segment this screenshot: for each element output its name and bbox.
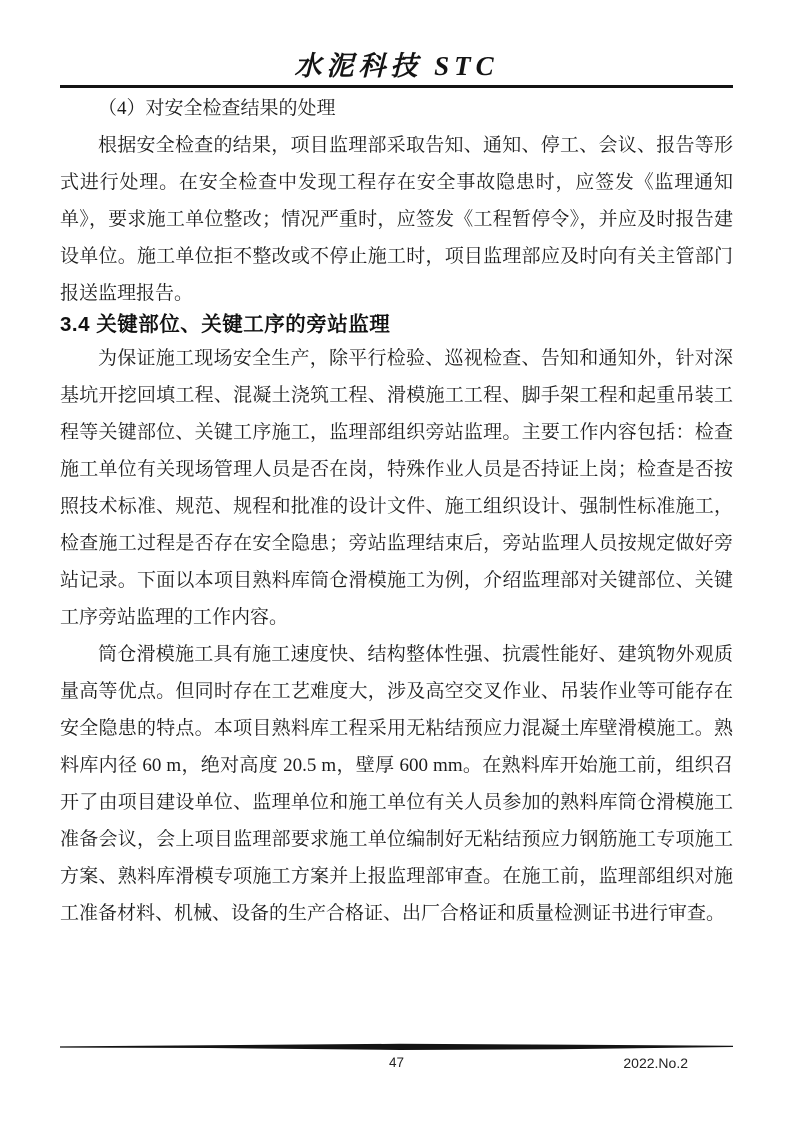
paragraph: 筒仓滑模施工具有施工速度快、结构整体性强、抗震性能好、建筑物外观质量高等优点。但同时存在工艺难度大，涉及高空交叉作业、吊装作业等可能存在安全隐患的特点。本项目熟料库工程采用无粘结预应力混凝土库壁滑模施工。熟料库内径 60 m，绝对高度 20.5 m，壁厚 600 mm。在熟料库开始施工前，组织召开了由项目建设单位、监理单位和施工单位有关人员参加的熟料库筒仓滑模施工准备会议，会上项目监理部要求施工单位编制好无粘结预应力钢筋施工专项施工方案、熟料库滑模专项施工方案并上报监理部审查。在施工前，监理部组织对施工准备材料、机械、设备的生产合格证、出厂合格证和质量检测证书进行审查。 xyxy=(60,644,733,924)
journal-title: 水泥科技 STC xyxy=(294,51,499,81)
page-number: 47 xyxy=(388,1055,405,1070)
issue-number: 2022.No.2 xyxy=(623,1055,688,1071)
article-body xyxy=(60,90,733,932)
paragraph: 根据安全检查的结果，项目监理部采取告知、通知、停工、会议、报告等形式进行处理。在安全检查中发现工程存在安全事故隐患时，应签发《监理通知单》，要求施工单位整改；情况严重时，应签发《工程暂停令》，并应及时报告建设单位。施工单位拒不整改或不停止施工时，项目监理部应及时向有关主管部门报送监理报告。 xyxy=(60,135,733,304)
item-heading: （4）对安全检查结果的处理 xyxy=(98,98,336,119)
section-heading: 3.4 关键部位、关键工序的旁站监理 xyxy=(60,313,391,336)
footer-rule-ornament xyxy=(60,1043,733,1051)
header-rule xyxy=(60,85,733,88)
paragraph: 为保证施工现场安全生产，除平行检验、巡视检查、告知和通知外，针对深基坑开挖回填工程、混凝土浇筑工程、滑模施工工程、脚手架工程和起重吊装工程等关键部位、关键工序施工，监理部组织旁站监理。主要工作内容包括：检查施工单位有关现场管理人员是否在岗，特殊作业人员是否持证上岗；检查是否按照技术标准、规范、规程和批准的设计文件、施工组织设计、强制性标准施工，检查施工过程是否存在安全隐患；旁站监理结束后，旁站监理人员按规定做好旁站记录。下面以本项目熟料库筒仓滑模施工为例，介绍监理部对关键部位、关键工序旁站监理的工作内容。 xyxy=(60,348,733,628)
